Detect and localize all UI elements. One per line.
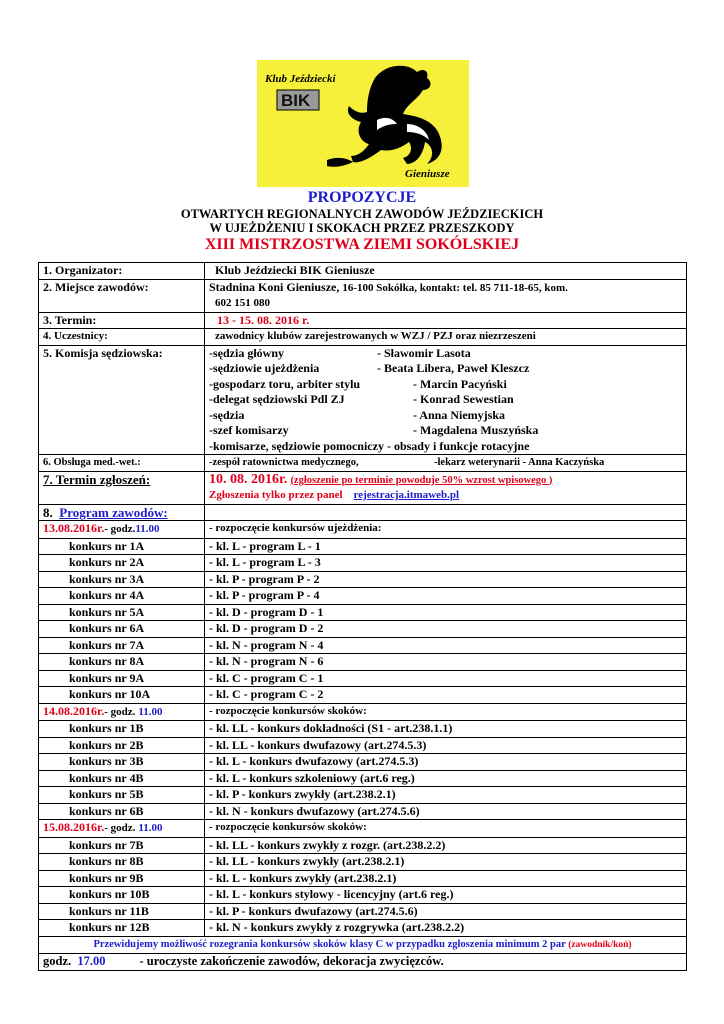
jury-item: -sędzia główny - Sławomir Lasota xyxy=(209,345,471,360)
medical-label: 6. Obsługa med.-wet.: xyxy=(39,455,205,472)
table-row: konkurs nr 10B - kl. L - konkurs stylowy - licencyjny (art.6 reg.) xyxy=(39,887,687,904)
table-row: konkurs nr 3B - kl. L - konkurs dwufazowy (art.274.5.3) xyxy=(39,754,687,771)
table-row: konkurs nr 9B - kl. L - konkurs zwykły (art.238.2.1) xyxy=(39,870,687,887)
deadline-label: 7. Termin zgłoszeń: xyxy=(39,471,205,504)
table-row: konkurs nr 8A - kl. N - program N - 6 xyxy=(39,654,687,671)
day1-header xyxy=(39,521,687,539)
row-note xyxy=(39,936,687,954)
jury-item: -gospodarz toru, arbiter stylu - Marcin Pacyński xyxy=(209,376,507,391)
table-row: konkurs nr 6B - kl. N - konkurs dwufazowy (art.274.5.6) xyxy=(39,803,687,820)
club-logo xyxy=(257,60,469,187)
doc-subtitle-1: OTWARTYCH REGIONALNYCH ZAWODÓW JEŹDZIECKICH xyxy=(180,207,544,221)
deadline-panel: Zgłoszenia tylko przez panel xyxy=(209,489,343,501)
row-participants xyxy=(39,329,687,346)
day3-list xyxy=(39,837,687,936)
table-row: konkurs nr 4B - kl. L - konkurs szkoleniowy (art.6 reg.) xyxy=(39,770,687,787)
closing-ceremony: godz. 17.00 - uroczyste zakończenie zawodów, dekoracja zwycięzców. xyxy=(39,954,687,971)
day3-header xyxy=(39,820,687,838)
logo-abbr: BIK xyxy=(281,91,311,110)
row-place xyxy=(39,279,687,312)
table-row: konkurs nr 2B - kl. LL - konkurs dwufazowy (art.274.5.3) xyxy=(39,737,687,754)
day2-header xyxy=(39,703,687,721)
c-class-note: Przewidujemy możliwość rozegrania konkursów skoków klasy C w przypadku zgłoszenia minimum 2 par (zawodnik/koń) xyxy=(39,936,687,954)
row-deadline xyxy=(39,471,687,504)
table-row: konkurs nr 11B - kl. P - konkurs dwufazowy (art.274.5.6) xyxy=(39,903,687,920)
table-row: konkurs nr 12B - kl. N - konkurs zwykły z rozgrywka (art.238.2.2) xyxy=(39,920,687,937)
day1-list xyxy=(39,538,687,703)
medical-value xyxy=(205,455,687,472)
medical-value-2: -lekarz weterynarii - Anna Kaczyńska xyxy=(434,457,605,468)
logo-place: Gieniusze xyxy=(405,168,450,180)
deadline-note: (zgłoszenie po terminie powoduje 50% wzrost wpisowego ) xyxy=(290,474,553,486)
organizer-label: 1. Organizator: xyxy=(39,263,205,280)
table-row: konkurs nr 5A - kl. D - program D - 1 xyxy=(39,604,687,621)
row-organizer xyxy=(39,263,687,280)
deadline-date: 10. 08. 2016r. xyxy=(209,471,288,487)
table-row: konkurs nr 6A - kl. D - program D - 2 xyxy=(39,621,687,638)
place-value xyxy=(205,279,687,312)
program-table xyxy=(38,262,687,971)
logo-club-name: Klub Jeździecki xyxy=(265,73,336,85)
table-row: konkurs nr 1A - kl. L - program L - 1 xyxy=(39,538,687,555)
day2-list xyxy=(39,721,687,820)
row-term xyxy=(39,312,687,329)
row-jury xyxy=(39,345,687,455)
participants-value: zawodnicy klubów zarejestrowanych w WZJ / PZJ oraz niezrzeszeni xyxy=(205,329,687,346)
jury-item: -delegat sędziowski Pdl ZJ - Konrad Sewestian xyxy=(209,392,514,406)
jury-item: -sędziowie ujeżdżenia - Beata Libera, Paweł Kleszcz xyxy=(209,361,530,375)
jury-item: -komisarze, sędziowie pomocniczy - obsady i funkcje rotacyjne xyxy=(209,438,530,453)
place-label: 2. Miejsce zawodów: xyxy=(39,279,205,312)
doc-subtitle-3: XIII MISTRZOSTWA ZIEMI SOKÓLSKIEJ xyxy=(204,236,520,253)
day1-datetime: 13.08.2016r.- godz.11.00 xyxy=(39,521,205,539)
day3-desc: - rozpoczęcie konkursów skoków: xyxy=(205,820,687,838)
participants-label: 4. Uczestnicy: xyxy=(39,329,205,346)
doc-subtitle-2: W UJEŻDŻENIU I SKOKACH PRZEZ PRZESZKODY xyxy=(209,221,515,235)
medical-value-1: -zespół ratownictwa medycznego, xyxy=(209,457,359,468)
registration-link[interactable]: rejestracja.itmaweb.pl xyxy=(353,489,460,501)
doc-title: PROPOZYCJE xyxy=(307,189,417,206)
table-row: konkurs nr 8B - kl. LL - konkurs zwykły (art.238.2.1) xyxy=(39,854,687,871)
day2-desc: - rozpoczęcie konkursów skoków: xyxy=(205,703,687,721)
jury-list xyxy=(205,345,687,455)
day2-datetime: 14.08.2016r.- godz. 11.00 xyxy=(39,703,205,721)
place-value-3: 602 151 080 xyxy=(215,297,270,309)
organizer-value: Klub Jeździecki BIK Gieniusze xyxy=(205,263,687,280)
table-row: konkurs nr 5B - kl. P - konkurs zwykły (art.238.2.1) xyxy=(39,787,687,804)
table-row: konkurs nr 9A - kl. C - program C - 1 xyxy=(39,670,687,687)
term-label: 3. Termin: xyxy=(39,312,205,329)
day1-desc: - rozpoczęcie konkursów ujeżdżenia: xyxy=(205,521,687,539)
term-value: 13 - 15. 08. 2016 r. xyxy=(205,312,687,329)
table-row: konkurs nr 1B - kl. LL - konkurs dokładności (S1 - art.238.1.1) xyxy=(39,721,687,738)
day3-datetime: 15.08.2016r.- godz. 11.00 xyxy=(39,820,205,838)
table-row: konkurs nr 7B - kl. LL - konkurs zwykły z rozgr. (art.238.2.2) xyxy=(39,837,687,854)
row-medical xyxy=(39,455,687,472)
deadline-value xyxy=(205,471,687,504)
table-row: konkurs nr 7A - kl. N - program N - 4 xyxy=(39,637,687,654)
table-row: konkurs nr 3A - kl. P - program P - 2 xyxy=(39,571,687,588)
place-value-1: Stadnina Koni Gieniusze, xyxy=(209,279,340,294)
table-row: konkurs nr 2A - kl. L - program L - 3 xyxy=(39,555,687,572)
program-label: 8. Program zawodów: xyxy=(39,504,205,521)
jury-item: -sędzia - Anna Niemyjska xyxy=(209,407,506,422)
table-row: konkurs nr 4A - kl. P - program P - 4 xyxy=(39,588,687,605)
row-closing xyxy=(39,954,687,971)
table-row: konkurs nr 10A - kl. C - program C - 2 xyxy=(39,687,687,704)
place-value-2: 16-100 Sokółka, kontakt: tel. 85 711-18-65, kom. xyxy=(342,281,568,294)
jury-label: 5. Komisja sędziowska: xyxy=(39,345,205,455)
row-program-header xyxy=(39,504,687,521)
jury-item: -szef komisarzy - Magdalena Muszyńska xyxy=(209,423,539,437)
